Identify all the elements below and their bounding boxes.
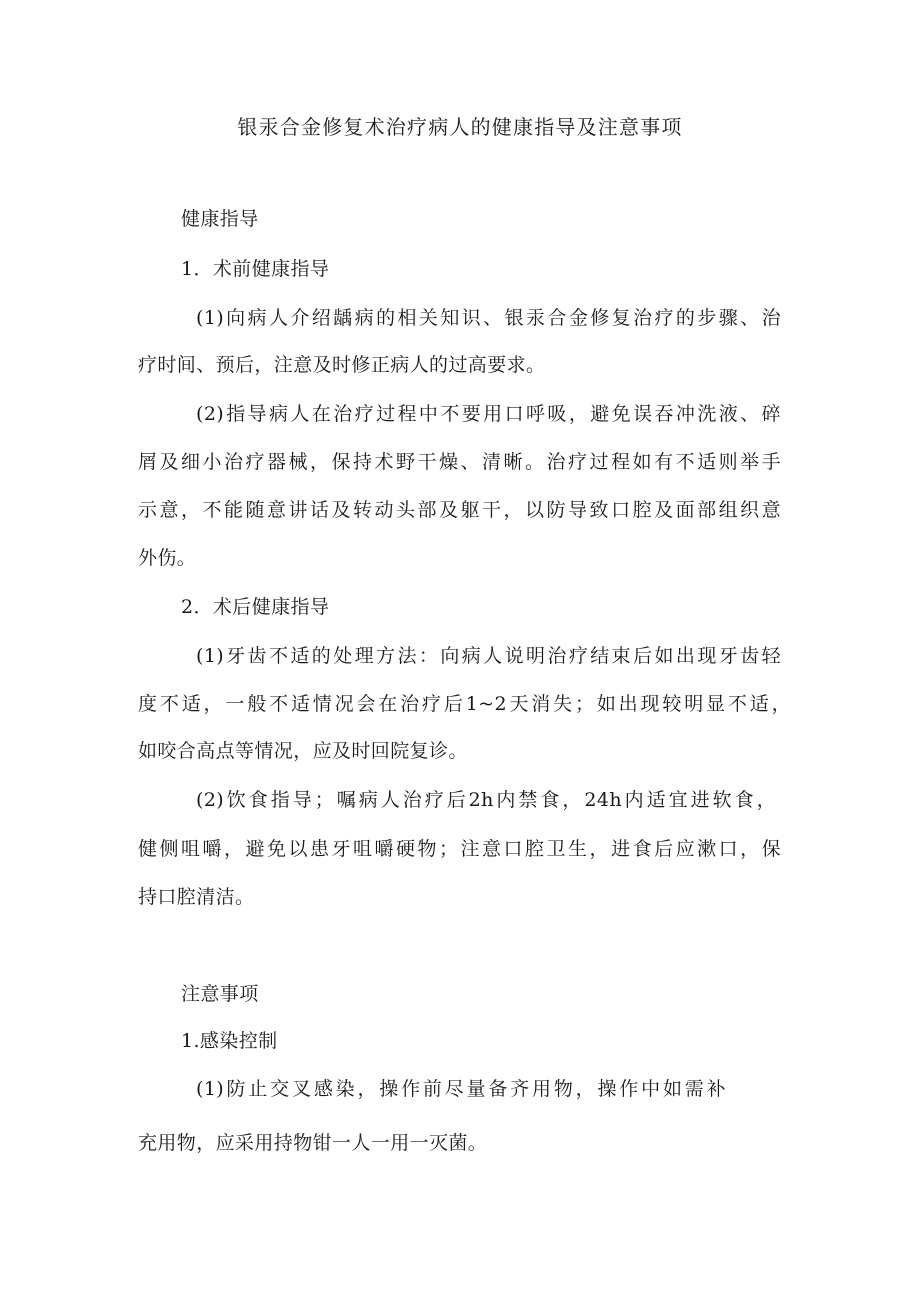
- paragraph-line: 健侧咀嚼，避免以患牙咀嚼硬物；注意口腔卫生，进食后应漱口，保: [138, 838, 781, 860]
- subsection-heading-preop: 1．术前健康指导: [181, 258, 330, 280]
- section-heading-precautions: 注意事项: [181, 983, 259, 1005]
- subsection-heading-infection-control: 1.感染控制: [181, 1030, 278, 1052]
- paragraph-line: (2)饮食指导；嘱病人治疗后2h内禁食，24h内适宜进软食，: [196, 789, 776, 811]
- paragraph-line: 外伤。: [138, 547, 197, 569]
- section-heading-health-guidance: 健康指导: [181, 208, 259, 230]
- paragraph-line: 屑及细小治疗器械，保持术野干燥、清晰。治疗过程如有不适则举手: [138, 451, 781, 473]
- paragraph-line: 充用物，应采用持物钳一人一用一灭菌。: [138, 1132, 488, 1154]
- paragraph-line: 疗时间、预后，注意及时修正病人的过高要求。: [138, 354, 546, 376]
- paragraph-line: 度不适，一般不适情况会在治疗后1~2天消失；如出现较明显不适，: [138, 693, 791, 715]
- subsection-heading-postop: 2．术后健康指导: [181, 596, 330, 618]
- paragraph-line: (1)防止交叉感染，操作前尽量备齐用物，操作中如需补: [196, 1078, 726, 1100]
- paragraph-line: 示意，不能随意讲话及转动头部及躯干，以防导致口腔及面部组织意: [138, 499, 781, 521]
- paragraph-line: 如咬合高点等情况，应及时回院复诊。: [138, 740, 468, 762]
- paragraph-line: (2)指导病人在治疗过程中不要用口呼吸，避免误吞冲洗液、碎: [196, 403, 781, 425]
- paragraph-line: 持口腔清洁。: [138, 886, 255, 908]
- document-title: 银汞合金修复术治疗病人的健康指导及注意事项: [237, 115, 683, 139]
- paragraph-line: (1)向病人介绍龋病的相关知识、银汞合金修复治疗的步骤、治: [196, 307, 781, 329]
- paragraph-line: (1)牙齿不适的处理方法：向病人说明治疗结束后如出现牙齿轻: [196, 645, 781, 667]
